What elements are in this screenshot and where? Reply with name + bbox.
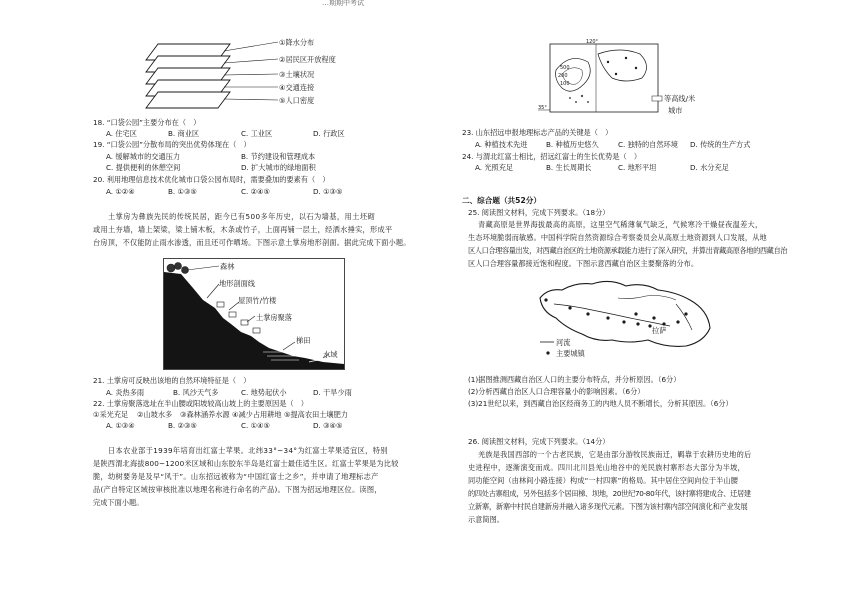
q26-stem: 26. 阅读图文材料，完成下列要求。（14分） xyxy=(468,437,610,446)
section-2-title: 二、综合题（共52分） xyxy=(462,196,541,205)
q20-option-a: A. ①②④ xyxy=(106,187,135,196)
q26-line-6: 示意简图。 xyxy=(468,515,504,524)
tuzhang-terrain-diagram xyxy=(163,258,345,370)
map-label-35: 35° xyxy=(538,105,547,111)
tuzhang-label-profile: 地形剖面线 xyxy=(219,279,255,288)
header-stamp: …期期中考试 xyxy=(322,0,364,7)
q21-option-c: C. 地势起伏小 xyxy=(241,388,287,397)
q22-option-a: A. ①③④ xyxy=(106,421,135,430)
map-label-200: 200 xyxy=(558,73,568,79)
layer-label-4: ④交通连接 xyxy=(279,83,315,92)
q23-option-c: C. 独特的自然环境 xyxy=(618,140,678,149)
q19-option-b: B. 节约建设和管理成本 xyxy=(241,152,316,161)
q20-option-d: D. ①③⑤ xyxy=(313,187,343,196)
q22-option-d: D. ③④⑤ xyxy=(313,421,343,430)
layer-label-1: ①降水分布 xyxy=(279,38,315,47)
q18-option-c: C. 工业区 xyxy=(241,129,273,138)
q24-option-d: D. 水分充足 xyxy=(690,163,729,172)
layer-label-3: ③土壤状况 xyxy=(279,70,315,79)
map-legend-contour: 等高线/米 xyxy=(664,94,696,103)
q21-option-a: A. 炎热多雨 xyxy=(106,388,145,397)
apple-passage-line-4: 品(产自特定区域按审核批准以地理名称进行命名的产品)。下图为招远地理区位。读图， xyxy=(93,485,382,494)
q23-option-d: D. 传统的生产方式 xyxy=(690,140,751,149)
q22-item-3: ③森林涵养水源 xyxy=(180,410,230,419)
q25-sub-2: (2)分析西藏自治区人口合理容量小的影响因素。（6分） xyxy=(468,387,645,396)
q25-line-3: 区人口合理容量出发，对西藏自治区的土地资源承载能力进行了深入研究，并算出青藏高原各地的西藏自治 xyxy=(468,246,788,255)
map-label-500: 500 xyxy=(560,65,570,71)
q22-option-c: C. ①④⑤ xyxy=(241,421,270,430)
layer-label-2: ②居民区开放程度 xyxy=(279,55,336,64)
q26-line-5: 立新寨，新寨中村民自建新房并融入诸多现代元素。下图为该村寨内部空间演化和产业发展 xyxy=(468,502,748,511)
map-legend-city: 城市 xyxy=(668,106,683,115)
tuzhang-label-water: 水域 xyxy=(323,350,338,359)
q25-sub-3: (3)21世纪以来，到西藏自治区经商务工的内地人员不断增长，分析其原因。（6分） xyxy=(468,399,733,408)
q21-stem: 21. 土掌房可反映出该地的自然环境特征是（ ） xyxy=(93,376,251,385)
layer-label-5: ⑤人口密度 xyxy=(279,96,315,105)
tuzhang-label-terrace: 梯田 xyxy=(296,336,311,345)
q22-stem: 22. 土掌房聚落选址在半山腰或阳坡较高山坡上的主要原因是（ ） xyxy=(93,399,308,408)
q22-item-4: ④减少占用耕地 xyxy=(232,410,282,419)
q23-stem: 23. 山东招远申报地理标志产品的关键是（ ） xyxy=(462,128,613,137)
q18-option-b: B. 商业区 xyxy=(168,129,200,138)
tuzhang-passage-line-3: 台房顶，不仅能防止雨水渗透，而且还可作晒场。下图示意土掌房地形剖面。据此完成下面小题。 xyxy=(93,238,411,247)
tuzhang-passage-line-2: 或用土夯墙，墙上架梁，梁上铺木板，木条或竹子，上面再铺一层土，经洒水捶实，形成平 xyxy=(93,225,393,234)
map-label-100: 100 xyxy=(560,81,570,87)
tuzhang-passage-line-1: 土掌房为彝族先民的传统民居，距今已有500多年历史，以石为墙基，用土坯砌 xyxy=(108,212,376,221)
q19-stem: 19. “口袋公园”分散布局的突出优势体现在（ ） xyxy=(93,140,251,149)
q19-option-a: A. 缓解城市的交通压力 xyxy=(106,152,181,161)
tuzhang-label-settlement: 土掌房聚落 xyxy=(256,313,292,322)
q25-line-4: 区人口合理容量都接近饱和程度。下图示意西藏自治区主要聚落的分布。 xyxy=(468,259,699,268)
apple-passage-line-5: 完成下面小题。 xyxy=(93,498,144,507)
tibet-label-lhasa: 拉萨 xyxy=(652,326,667,335)
q20-option-c: C. ②④⑤ xyxy=(241,187,270,196)
q23-option-b: B. 种植历史悠久 xyxy=(546,140,599,149)
q20-stem: 20. 利用地理信息技术优化城市口袋公园布局时，需要叠加的要素有（ ） xyxy=(93,175,330,184)
q26-line-3: 同功能空间（由林间小路连接）构成“一村四寨”的格局。其中居住空间向位于半山腰 xyxy=(468,476,739,485)
q23-option-a: A. 种植技术先进 xyxy=(475,140,528,149)
tuzhang-label-forest: 森林 xyxy=(220,262,235,271)
q18-option-d: D. 行政区 xyxy=(313,129,345,138)
tibet-legend-town: 主要城镇 xyxy=(556,349,585,358)
q25-line-1: 青藏高原是世界海拔最高的高原，这里空气稀薄氧气缺乏，气候寒冷干燥昼夜温差大， xyxy=(478,220,763,229)
tibet-legend-river: 河流 xyxy=(556,338,571,347)
q25-stem: 25. 阅读图文材料，完成下列要求。（18分） xyxy=(468,208,610,217)
q18-stem: 18. “口袋公园”主要分布在（ ） xyxy=(93,118,201,127)
q26-line-2: 史进程中，逐渐演变而成。四川北川县羌山地谷中的羌民族村寨形态大部分为半坡， xyxy=(468,463,746,472)
q19-option-d: D. 扩大城市的绿地面积 xyxy=(241,163,316,172)
q20-option-b: B. ①③⑤ xyxy=(168,187,197,196)
q24-option-a: A. 光照充足 xyxy=(475,163,514,172)
q24-option-c: C. 地形平坦 xyxy=(618,163,657,172)
q26-line-1: 羌族是我国西部的一个古老民族，它是由部分游牧民族南迁，羁靠于农耕历史地的后 xyxy=(478,450,752,459)
q24-option-b: B. 生长周期长 xyxy=(546,163,592,172)
map-label-120: 120° xyxy=(586,39,599,45)
q19-option-c: C. 提供便利的休憩空间 xyxy=(106,163,181,172)
q22-option-b: B. ②③⑤ xyxy=(168,421,197,430)
tuzhang-label-roof: 屋顶竹/竹楼 xyxy=(238,296,277,305)
apple-passage-line-3: 脆，幼树要务是及早“风干”。山东招远被称为“中国红富士之乡”，并申请了地理标志产 xyxy=(93,472,379,481)
q21-option-d: D. 干旱少雨 xyxy=(313,388,352,397)
q22-item-5: ⑤提高农田土壤肥力 xyxy=(284,410,348,419)
q25-line-2: 生态环境脆弱而敏感。中国科学院自然资源综合考察委员会从高原土地资源到人口发展，从地 xyxy=(468,233,767,242)
q25-sub-1: (1)据图推测西藏自治区人口的主要分布特点，并分析原因。（6分） xyxy=(468,375,681,384)
q22-item-2: ②山坡水多 xyxy=(137,410,173,419)
q21-option-b: B. 风沙天气多 xyxy=(173,388,219,397)
q26-line-4: 的四处古寨组成，另外包括多个居田梯、坝地，20世纪70-80年代，该村寨将建成合、迁居建 xyxy=(468,489,751,498)
apple-passage-line-1: 日本农业部于1939年培育出红富士苹果。北纬33°~34°为红富士苹果适宜区，特别 xyxy=(108,446,388,455)
q22-item-1: ①采光充足 xyxy=(93,410,129,419)
q24-stem: 24. 与渭北红富士相比，招远红富士的生长优势是（ ） xyxy=(462,152,642,161)
apple-passage-line-2: 是陕西渭北海拔800~1200米区域和山东胶东半岛是红富士最佳适生区。红富士苹果是为比较 xyxy=(93,459,399,468)
q18-option-a: A. 住宅区 xyxy=(106,129,137,138)
